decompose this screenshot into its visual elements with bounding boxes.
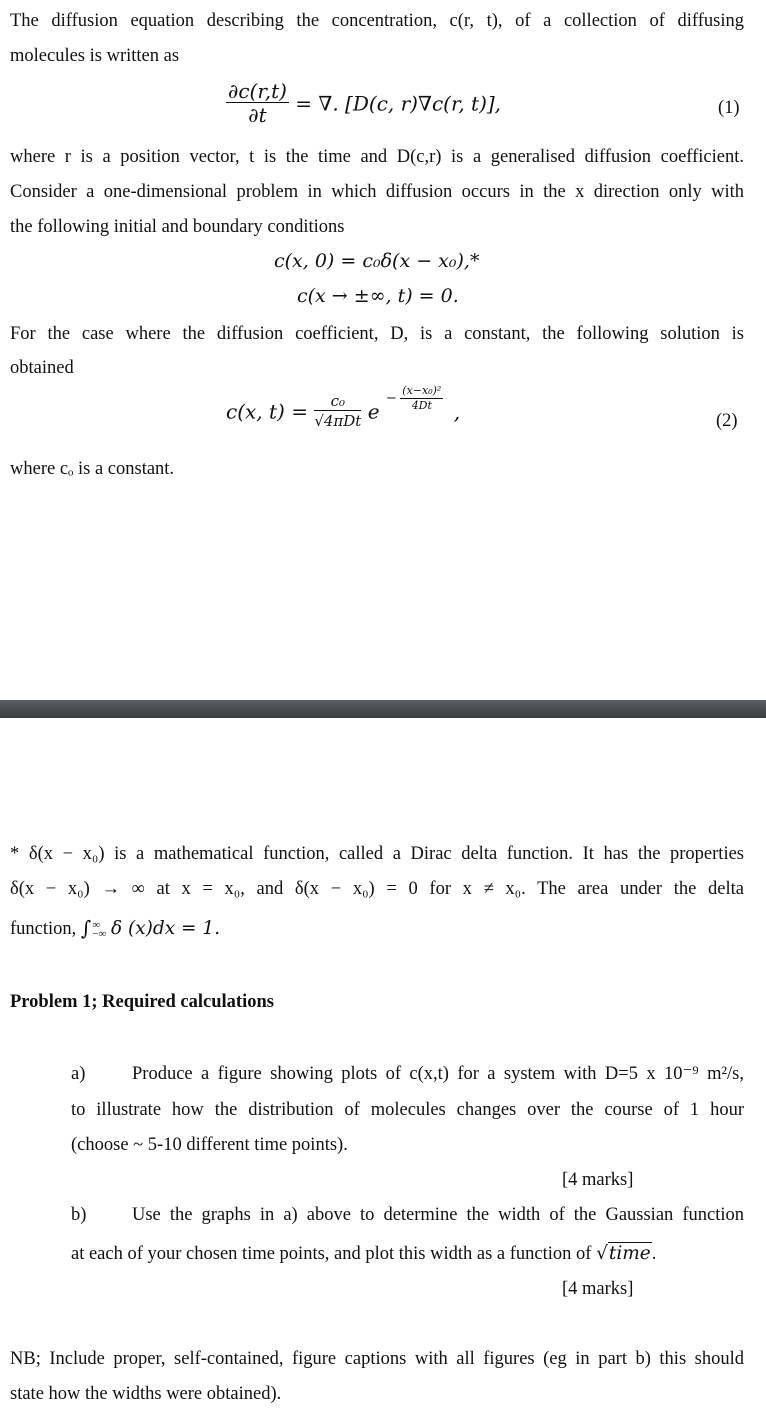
- intro-line-1: The diffusion equation describing the concentration, c(r, t), of a collection of diffusing: [10, 11, 744, 31]
- part-a-marks: [4 marks]: [562, 1170, 634, 1190]
- part-b-line-2-text: at each of your chosen time points, and plot this width as a function of: [71, 1244, 592, 1264]
- integral-limits: [92, 918, 107, 940]
- eq1-fraction: [226, 80, 289, 127]
- equation-1: [226, 80, 501, 127]
- part-a-line-3: (choose ~ 5-10 different time points).: [71, 1135, 348, 1155]
- eq2-label: (2): [716, 411, 738, 431]
- boundary-condition: c(x → ±∞, t) = 0.: [297, 285, 459, 307]
- where-constant: where cₒ is a constant.: [10, 459, 175, 479]
- nb-line-2: state how the widths were obtained).: [10, 1384, 282, 1404]
- where-line-2: Consider a one-dimensional problem in which diffusion occurs in the x direction only with: [10, 182, 744, 202]
- eq2-lhs: c(x, t) =: [226, 399, 308, 424]
- part-b-marks: [4 marks]: [562, 1279, 634, 1299]
- nb-line-1: NB; Include proper, self-contained, figure captions with all figures (eg in part b) this should: [10, 1349, 744, 1369]
- sqrt-time: time: [608, 1243, 651, 1264]
- eq2-exponential: e: [367, 399, 380, 424]
- integral-upper-limit: ∞: [92, 918, 101, 931]
- eq2-exponent: [386, 384, 443, 413]
- where-line-3: the following initial and boundary conditions: [10, 217, 345, 237]
- eq1-denominator: ∂t: [248, 103, 267, 127]
- eq1-label: (1): [718, 98, 740, 118]
- footnote-function-word: function,: [10, 919, 77, 939]
- problem-heading: Problem 1; Required calculations: [10, 992, 274, 1012]
- footnote-integral-body: δ (x)dx = 1.: [111, 918, 221, 939]
- eq2-exp-numerator: (x−x₀)²: [402, 384, 442, 397]
- equation-2: [226, 384, 461, 431]
- part-b-line-2-period: .: [651, 1244, 657, 1264]
- page-separator: [0, 700, 766, 718]
- eq2-numerator: c₀: [314, 392, 361, 411]
- part-a-label: a): [71, 1064, 86, 1084]
- eq2-exp-fraction: [400, 384, 443, 413]
- eq2-exp-minus: −: [385, 391, 397, 406]
- integral-lower-limit: −∞: [92, 927, 107, 940]
- eq2-comma: ,: [453, 399, 461, 424]
- initial-condition: c(x, 0) = c₀δ(x − x₀),*: [274, 250, 480, 272]
- part-b-line-1: Use the graphs in a) above to determine the width of the Gaussian function: [132, 1205, 744, 1225]
- eq2-fraction: [314, 392, 361, 431]
- eq1-numerator: ∂c(r,t): [228, 79, 287, 103]
- part-a-line-2: to illustrate how the distribution of molecules changes over the course of 1 hour: [71, 1100, 744, 1120]
- eq2-exp-denominator: 4Dt: [411, 399, 432, 412]
- constant-case-line-2: obtained: [10, 358, 74, 378]
- footnote-line-2: δ(x − x₀) → ∞ at x = x₀, and δ(x − x₀) = 0 for x ≠ x₀. The area under the delta: [10, 879, 744, 899]
- part-a-line-1: Produce a figure showing plots of c(x,t) for a system with D=5 x 10⁻⁹ m²/s,: [132, 1064, 744, 1084]
- footnote-line-1: * δ(x − x₀) is a mathematical function, called a Dirac delta function. It has the properties: [10, 844, 744, 864]
- eq1-rhs: = ∇. [D(c, r)∇c(r, t)],: [295, 91, 502, 116]
- constant-case-line-1: For the case where the diffusion coefficient, D, is a constant, the following solution is: [10, 324, 744, 344]
- where-line-1: where r is a position vector, t is the time and D(c,r) is a generalised diffusion coefficient.: [10, 147, 744, 167]
- sqrt-sign: √: [596, 1243, 608, 1264]
- footnote-line-3: [10, 910, 744, 947]
- eq2-denominator: √4πDt: [314, 412, 362, 430]
- integral-sign: ∫: [80, 916, 92, 940]
- part-b-label: b): [71, 1205, 87, 1225]
- part-b-line-2: [71, 1236, 744, 1272]
- intro-line-2: molecules is written as: [10, 46, 180, 66]
